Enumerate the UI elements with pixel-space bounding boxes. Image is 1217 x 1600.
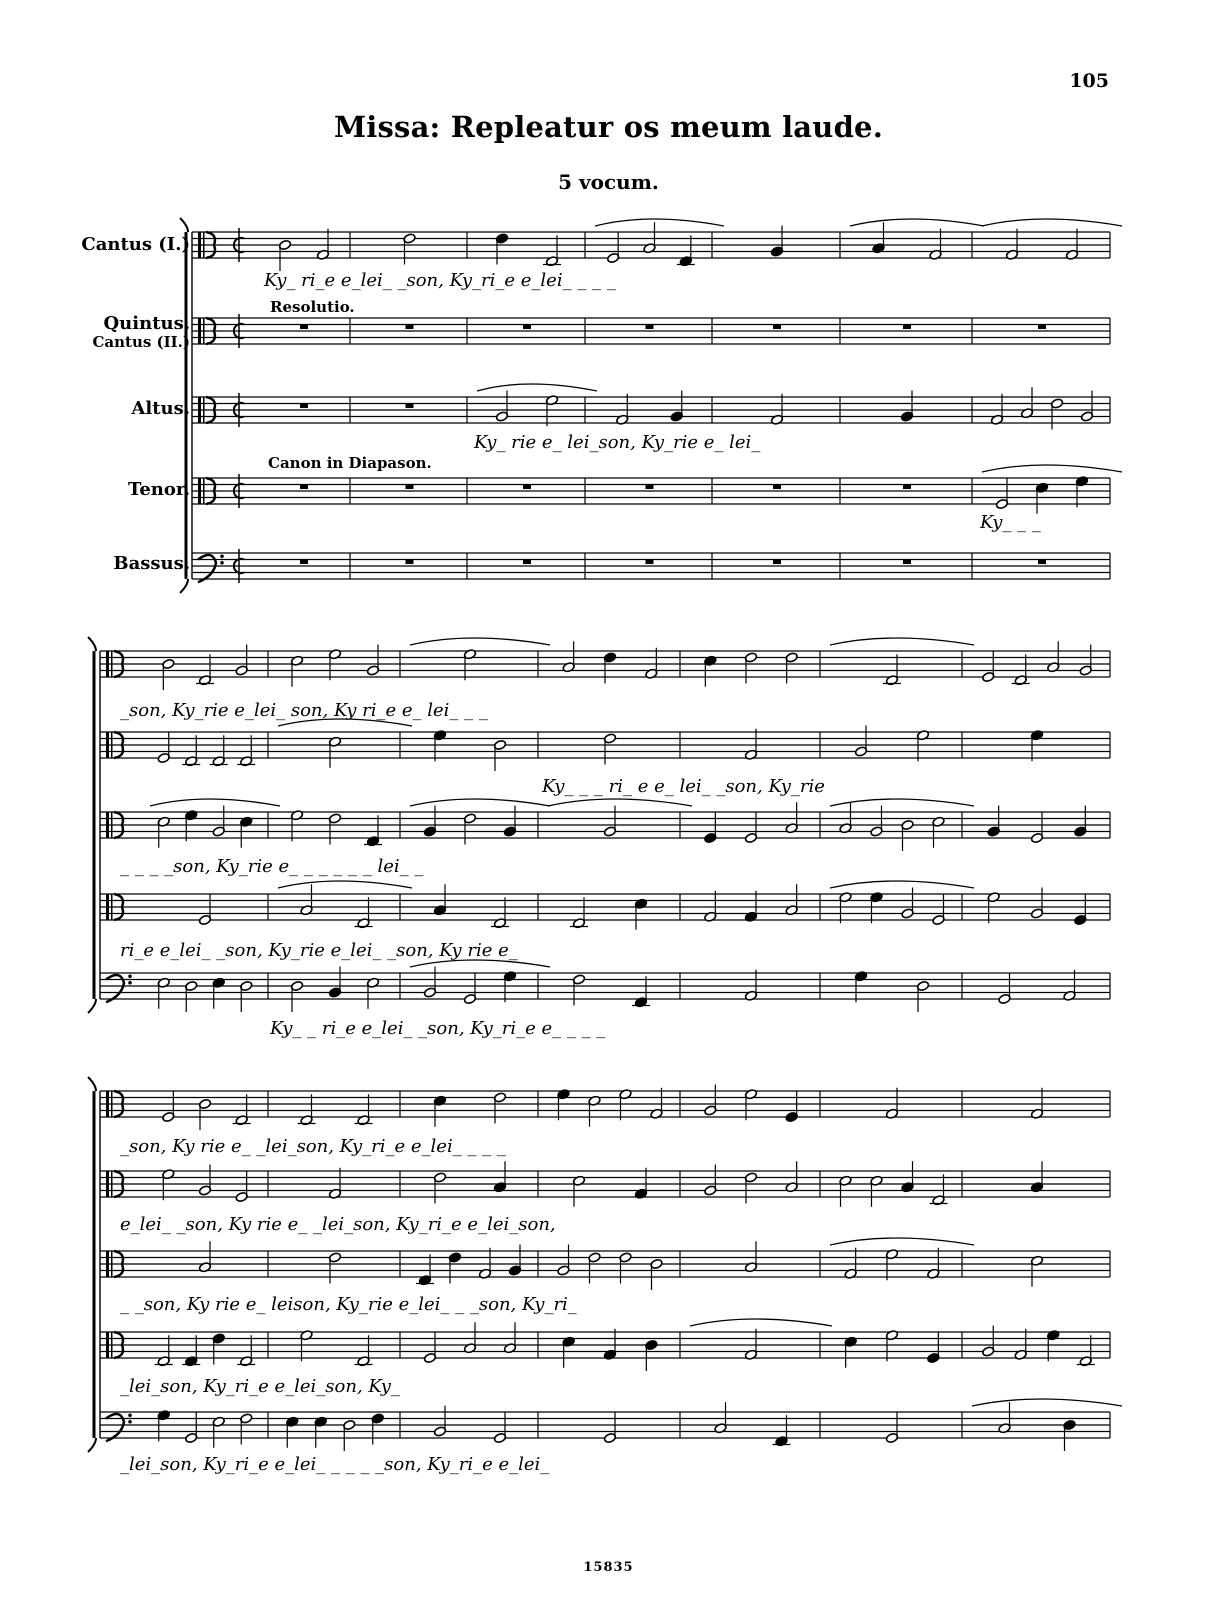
whole-rest [300, 404, 308, 409]
whole-rest [773, 325, 781, 330]
tie-arc [410, 638, 550, 645]
lyric-s3-bassus: _lei_son, Ky_ri_e e_lei_ _ _ _ _son, Ky_ri_e e_lei_ [120, 1454, 550, 1475]
c-clef-icon [106, 732, 109, 758]
whole-rest [646, 485, 654, 490]
c-clef-icon [106, 1332, 109, 1358]
tie-arc [595, 219, 724, 226]
lyric-s3-cantus: _son, Ky rie e_ _lei_son, Ky_ri_e e_lei_ _ _ _ [120, 1136, 506, 1157]
bracket-hook [180, 579, 188, 593]
c-clef-icon [198, 478, 201, 504]
lyric-s2-tenor: ri_e e_lei_ _son, Ky_rie e_lei_ _son, Ky rie e_ [120, 940, 518, 961]
tie-arc [150, 799, 280, 806]
tie-arc [982, 465, 1122, 472]
whole-rest [406, 485, 414, 490]
c-clef-icon [106, 651, 109, 677]
c-clef-icon [111, 1251, 113, 1277]
lyric-s2-quintus: Ky_ _ _ ri_ e e_ lei_ _son, Ky_rie [542, 776, 825, 797]
page-title: Missa: Repleatur os meum laude. [334, 110, 883, 144]
bracket-hook [88, 1438, 96, 1452]
whole-rest [523, 325, 531, 330]
c-clef-icon [111, 894, 113, 920]
c-clef-icon [111, 812, 113, 838]
tie-arc [850, 219, 984, 226]
tie-arc [690, 1319, 832, 1326]
whole-rest [406, 404, 414, 409]
whole-rest [903, 485, 911, 490]
voice-label-bassus: Bassus. [113, 553, 190, 574]
tie-arc [477, 384, 597, 391]
whole-rest [300, 485, 308, 490]
page-number: 105 [1069, 70, 1109, 92]
voice-label-cantus-ii: Cantus (II.) [92, 333, 190, 351]
lyric-s3-altus: _ _son, Ky rie e_ leison, Ky_rie e_lei_ _ _son, Ky_ri_ [120, 1294, 577, 1315]
whole-rest [903, 325, 911, 330]
f-clef-dot [128, 1420, 132, 1424]
whole-rest [523, 485, 531, 490]
c-clef-icon [198, 232, 201, 258]
bracket-hook [88, 1077, 96, 1091]
f-clef-dot [220, 561, 224, 565]
whole-rest [646, 560, 654, 565]
tie-arc [278, 881, 412, 888]
whole-rest [300, 560, 308, 565]
tie-arc [830, 1238, 974, 1245]
voice-label-tenor: Tenor. [128, 479, 190, 500]
whole-rest [300, 325, 308, 330]
lyric-s2-cantus: _son, Ky_rie e_lei_ son, Ky ri_e e_ lei_ _ _ [120, 700, 488, 721]
whole-rest [646, 325, 654, 330]
voice-label-altus: Altus. [131, 398, 190, 419]
whole-rest [1038, 325, 1046, 330]
tie-arc [830, 881, 974, 888]
c-clef-icon [111, 1171, 113, 1197]
lyric-s1-cantus: Ky_ ri_e e_lei_ _son, Ky_ri_e e_lei_ _ _ _ [264, 270, 616, 291]
voice-label-quintus-name: Quintus. [103, 313, 190, 334]
bracket-hook [180, 218, 188, 232]
c-clef-icon [111, 1332, 113, 1358]
direction-canon: Canon in Diapason. [268, 454, 432, 472]
lyric-s2-altus: _ _ _ _son, Ky_rie e_ _ _ _ _ _ lei_ _ [120, 856, 424, 877]
plate-number: 15835 [583, 1560, 634, 1575]
page-subtitle: 5 vocum. [558, 170, 659, 194]
tie-arc [830, 638, 974, 645]
whole-rest [773, 560, 781, 565]
voice-label-cantus: Cantus (I.) [81, 234, 190, 255]
tie-arc [982, 219, 1122, 226]
whole-rest [1038, 560, 1046, 565]
tie-arc [278, 719, 412, 726]
whole-rest [903, 560, 911, 565]
direction-resolutio: Resolutio. [270, 298, 355, 316]
whole-rest [406, 325, 414, 330]
lyric-s2-bassus: Ky_ _ ri_e e_lei_ _son, Ky_ri_e e_ _ _ _ [270, 1018, 606, 1039]
c-clef-icon [203, 478, 205, 504]
c-clef-icon [111, 732, 113, 758]
f-clef-dot [128, 981, 132, 985]
whole-rest [406, 560, 414, 565]
bracket-hook [88, 637, 96, 651]
c-clef-icon [106, 1091, 109, 1117]
c-clef-icon [203, 318, 205, 344]
c-clef-icon [198, 318, 201, 344]
tie-arc [410, 960, 550, 967]
f-clef-dot [220, 554, 224, 558]
tie-arc [972, 1399, 1122, 1406]
tie-arc [548, 799, 692, 806]
tie-arc [410, 799, 550, 806]
whole-rest [523, 560, 531, 565]
lyric-s1-altus: Ky_ rie e_ lei_son, Ky_rie e_ lei_ [474, 432, 761, 453]
lyric-s3-quintus: e_lei_ _son, Ky rie e_ _lei_son, Ky_ri_e e_lei_son, [120, 1214, 556, 1235]
f-clef-dot [128, 1413, 132, 1417]
bracket-hook [88, 999, 96, 1013]
whole-rest [773, 485, 781, 490]
f-clef-dot [128, 974, 132, 978]
tie-arc [830, 799, 974, 806]
c-clef-icon [203, 232, 205, 258]
lyric-s1-tenor: Ky_ _ _ [980, 512, 1041, 533]
c-clef-icon [111, 651, 113, 677]
c-clef-icon [106, 1251, 109, 1277]
c-clef-icon [198, 397, 201, 423]
lyric-s3-tenor: _lei_son, Ky_ri_e e_lei_son, Ky_ [120, 1376, 400, 1397]
c-clef-icon [106, 1171, 109, 1197]
c-clef-icon [106, 812, 109, 838]
c-clef-icon [106, 894, 109, 920]
c-clef-icon [203, 397, 205, 423]
c-clef-icon [111, 1091, 113, 1117]
